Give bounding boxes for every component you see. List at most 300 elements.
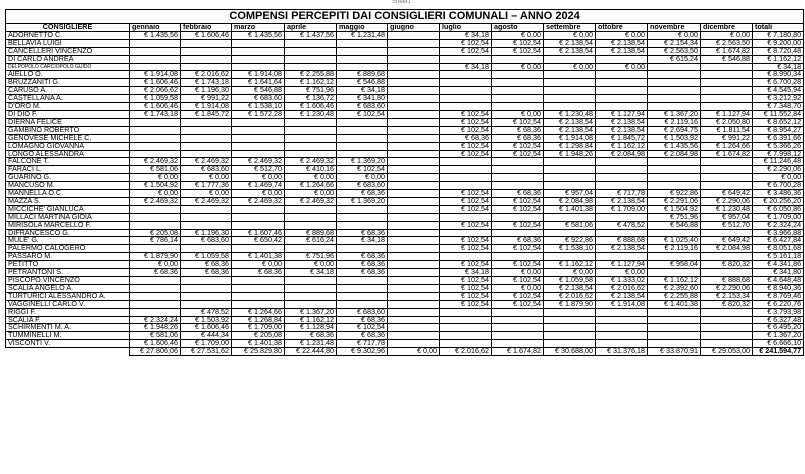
amount-cell <box>337 277 388 285</box>
amount-cell: € 683,60 <box>337 308 388 316</box>
amount-cell: € 0,00 <box>285 174 337 182</box>
amount-cell <box>701 63 753 71</box>
amount-cell <box>232 277 285 285</box>
row-total-cell: € 11.246,48 <box>753 158 804 166</box>
amount-cell <box>337 142 388 150</box>
table-row <box>6 47 804 55</box>
amount-cell: € 2.694,75 <box>648 126 701 134</box>
amount-cell <box>181 63 232 71</box>
amount-cell <box>596 158 648 166</box>
column-header-8: agosto <box>492 24 544 32</box>
amount-cell <box>232 134 285 142</box>
amount-cell: € 1.401,38 <box>232 340 285 348</box>
amount-cell: € 1.811,54 <box>701 126 753 134</box>
amount-cell: € 1.709,00 <box>596 205 648 213</box>
amount-cell: € 0,00 <box>701 31 753 39</box>
row-total-cell: € 34,18 <box>753 63 804 71</box>
amount-cell: € 2.138,54 <box>544 39 596 47</box>
table-row <box>6 324 804 332</box>
amount-cell <box>596 166 648 174</box>
amount-cell <box>701 79 753 87</box>
amount-cell <box>388 324 440 332</box>
month-total-cell: € 25.829,80 <box>232 348 285 356</box>
table-row <box>6 332 804 340</box>
amount-cell: € 478,52 <box>181 308 232 316</box>
amount-cell: € 1.948,26 <box>544 150 596 158</box>
councillor-name: MANNELLA O.C. <box>6 190 130 198</box>
amount-cell <box>648 166 701 174</box>
row-total-cell: € 5.366,26 <box>753 142 804 150</box>
amount-cell <box>440 182 492 190</box>
table-row <box>6 87 804 95</box>
row-total-cell: € 7.180,80 <box>753 31 804 39</box>
table-row <box>6 253 804 261</box>
table-row <box>6 150 804 158</box>
amount-cell <box>388 316 440 324</box>
amount-cell: € 650,42 <box>232 237 285 245</box>
amount-cell: € 1.333,02 <box>596 277 648 285</box>
amount-cell <box>181 221 232 229</box>
amount-cell <box>701 253 753 261</box>
amount-cell <box>648 340 701 348</box>
amount-cell: € 102,54 <box>440 261 492 269</box>
amount-cell <box>130 55 181 63</box>
column-header-13: totali <box>753 24 804 32</box>
amount-cell <box>388 182 440 190</box>
amount-cell: € 2.016,62 <box>181 71 232 79</box>
amount-cell <box>337 221 388 229</box>
amount-cell: € 2.119,16 <box>648 118 701 126</box>
amount-cell: € 512,70 <box>232 166 285 174</box>
row-total-cell: € 1.367,20 <box>753 332 804 340</box>
amount-cell <box>232 55 285 63</box>
amount-cell <box>130 134 181 142</box>
amount-cell <box>544 182 596 190</box>
row-total-cell: € 4.545,94 <box>753 87 804 95</box>
amount-cell <box>232 221 285 229</box>
amount-cell <box>388 110 440 118</box>
row-total-cell: € 6.220,76 <box>753 300 804 308</box>
amount-cell: € 1.606,46 <box>285 103 337 111</box>
amount-cell <box>337 205 388 213</box>
amount-cell <box>596 316 648 324</box>
amount-cell <box>388 158 440 166</box>
amount-cell: € 1.369,20 <box>337 197 388 205</box>
amount-cell: € 1.674,82 <box>701 150 753 158</box>
amount-cell: € 546,88 <box>648 221 701 229</box>
amount-cell <box>130 205 181 213</box>
amount-cell <box>544 166 596 174</box>
amount-cell: € 1.503,92 <box>648 134 701 142</box>
amount-cell <box>648 229 701 237</box>
amount-cell <box>544 87 596 95</box>
table-row <box>6 292 804 300</box>
amount-cell: € 922,86 <box>648 190 701 198</box>
row-total-cell: € 8.652,12 <box>753 118 804 126</box>
amount-cell <box>130 277 181 285</box>
column-header-6: giugno <box>388 24 440 32</box>
month-total-cell: € 29.053,00 <box>701 348 753 356</box>
councillor-name: MILLACI MARTINA GIOIA <box>6 213 130 221</box>
amount-cell: € 2.084,98 <box>648 150 701 158</box>
table-row <box>6 166 804 174</box>
amount-cell: € 1.914,08 <box>181 103 232 111</box>
amount-cell <box>285 142 337 150</box>
table-row <box>6 190 804 198</box>
amount-cell <box>388 277 440 285</box>
row-total-cell: € 8.954,27 <box>753 126 804 134</box>
amount-cell: € 1.059,58 <box>544 277 596 285</box>
amount-cell <box>337 55 388 63</box>
amount-cell <box>388 308 440 316</box>
amount-cell: € 1.435,56 <box>648 142 701 150</box>
amount-cell <box>337 47 388 55</box>
councillor-name: FARACI L. <box>6 166 130 174</box>
amount-cell: € 991,22 <box>181 95 232 103</box>
amount-cell: € 1.709,00 <box>232 324 285 332</box>
amount-cell <box>648 95 701 103</box>
amount-cell: € 1.264,66 <box>701 142 753 150</box>
amount-cell: € 889,68 <box>337 71 388 79</box>
table-row <box>6 245 804 253</box>
row-total-cell: € 6.427,84 <box>753 237 804 245</box>
amount-cell <box>130 245 181 253</box>
amount-cell <box>285 221 337 229</box>
row-total-cell: € 8.051,68 <box>753 245 804 253</box>
amount-cell <box>701 103 753 111</box>
amount-cell <box>492 340 544 348</box>
row-total-cell: € 6.050,86 <box>753 205 804 213</box>
row-total-cell: € 20.256,20 <box>753 197 804 205</box>
amount-cell <box>388 174 440 182</box>
row-total-cell: € 6.700,28 <box>753 182 804 190</box>
amount-cell <box>544 103 596 111</box>
amount-cell: € 68,36 <box>492 134 544 142</box>
column-header-11: novembre <box>648 24 701 32</box>
amount-cell: € 1.777,36 <box>181 182 232 190</box>
councillor-name: BELLAVIA LUIGI <box>6 39 130 47</box>
amount-cell: € 0,00 <box>596 63 648 71</box>
amount-cell: € 34,18 <box>337 87 388 95</box>
councillor-name: PASSARO M. <box>6 253 130 261</box>
amount-cell: € 512,70 <box>701 221 753 229</box>
amount-cell: € 0,00 <box>544 269 596 277</box>
amount-cell <box>337 284 388 292</box>
row-total-cell: € 6.327,48 <box>753 316 804 324</box>
amount-cell: € 1.127,94 <box>596 261 648 269</box>
table-row <box>6 79 804 87</box>
amount-cell: € 2.392,60 <box>648 284 701 292</box>
amount-cell <box>440 87 492 95</box>
table-row <box>6 182 804 190</box>
amount-cell: € 1.059,58 <box>130 95 181 103</box>
amount-cell <box>388 166 440 174</box>
amount-cell: € 2.138,54 <box>596 39 648 47</box>
amount-cell <box>285 55 337 63</box>
amount-cell: € 1.606,46 <box>130 79 181 87</box>
column-header-5: maggio <box>337 24 388 32</box>
grand-total-cell: € 241.594,77 <box>753 348 804 356</box>
amount-cell <box>492 158 544 166</box>
councillor-name: RIGGI F. <box>6 308 130 316</box>
row-total-cell: € 3.486,36 <box>753 190 804 198</box>
amount-cell <box>232 205 285 213</box>
councillor-name: MICCICHE' GIANLUCA <box>6 205 130 213</box>
amount-cell <box>232 150 285 158</box>
amount-cell: € 683,60 <box>337 103 388 111</box>
amount-cell: € 0,00 <box>232 261 285 269</box>
amount-cell <box>596 95 648 103</box>
amount-cell: € 102,54 <box>440 110 492 118</box>
amount-cell <box>388 150 440 158</box>
month-total-cell: € 2.016,62 <box>440 348 492 356</box>
amount-cell: € 581,06 <box>130 332 181 340</box>
amount-cell: € 102,54 <box>440 47 492 55</box>
amount-cell <box>701 316 753 324</box>
amount-cell: € 2.050,80 <box>701 118 753 126</box>
amount-cell <box>285 63 337 71</box>
amount-cell <box>388 340 440 348</box>
amount-cell <box>285 39 337 47</box>
amount-cell: € 683,60 <box>232 95 285 103</box>
councillor-name: SCHIRMENTI M. A. <box>6 324 130 332</box>
column-header-3: marzo <box>232 24 285 32</box>
councillor-name: D'ORO M. <box>6 103 130 111</box>
amount-cell <box>544 340 596 348</box>
amount-cell <box>388 229 440 237</box>
amount-cell <box>181 134 232 142</box>
amount-cell <box>701 269 753 277</box>
amount-cell <box>544 213 596 221</box>
amount-cell <box>440 229 492 237</box>
amount-cell <box>388 253 440 261</box>
amount-cell <box>337 63 388 71</box>
amount-cell <box>492 95 544 103</box>
amount-cell <box>181 292 232 300</box>
councillor-name: LOMAGNO GIOVANNA <box>6 142 130 150</box>
amount-cell <box>544 55 596 63</box>
amount-cell <box>596 174 648 182</box>
amount-cell <box>648 308 701 316</box>
amount-cell: € 0,00 <box>181 190 232 198</box>
amount-cell: € 2.154,34 <box>648 39 701 47</box>
amount-cell <box>337 39 388 47</box>
councillor-name: FALCONE T. <box>6 158 130 166</box>
amount-cell: € 102,54 <box>440 221 492 229</box>
amount-cell: € 102,54 <box>492 245 544 253</box>
amount-cell: € 102,54 <box>337 166 388 174</box>
amount-cell: € 205,08 <box>130 229 181 237</box>
amount-cell: € 0,00 <box>544 63 596 71</box>
amount-cell <box>337 134 388 142</box>
table-row <box>6 277 804 285</box>
amount-cell <box>130 47 181 55</box>
amount-cell <box>388 300 440 308</box>
councillor-name: PALERMO CALOGERO <box>6 245 130 253</box>
amount-cell <box>337 118 388 126</box>
amount-cell: € 786,14 <box>130 237 181 245</box>
amount-cell <box>388 142 440 150</box>
amount-cell: € 1.162,12 <box>596 142 648 150</box>
amount-cell <box>440 253 492 261</box>
amount-cell: € 717,78 <box>337 340 388 348</box>
table-row <box>6 95 804 103</box>
month-total-cell: € 1.674,82 <box>492 348 544 356</box>
row-total-cell: € 8.769,46 <box>753 292 804 300</box>
amount-cell <box>701 71 753 79</box>
amount-cell: € 1.641,64 <box>232 79 285 87</box>
amount-cell: € 102,54 <box>492 221 544 229</box>
amount-cell: € 991,22 <box>701 134 753 142</box>
amount-cell <box>440 174 492 182</box>
amount-cell <box>544 332 596 340</box>
amount-cell: € 102,54 <box>492 292 544 300</box>
amount-cell: € 102,54 <box>492 277 544 285</box>
amount-cell: € 102,54 <box>440 142 492 150</box>
amount-cell: € 34,18 <box>337 237 388 245</box>
amount-cell: € 102,54 <box>440 205 492 213</box>
amount-cell <box>232 300 285 308</box>
amount-cell: € 1.948,26 <box>130 324 181 332</box>
amount-cell <box>544 79 596 87</box>
amount-cell <box>285 245 337 253</box>
amount-cell <box>701 87 753 95</box>
amount-cell: € 102,54 <box>440 126 492 134</box>
amount-cell <box>285 277 337 285</box>
amount-cell <box>492 332 544 340</box>
amount-cell: € 1.914,08 <box>232 71 285 79</box>
amount-cell: € 1.162,12 <box>648 277 701 285</box>
amount-cell <box>701 158 753 166</box>
totals-row <box>6 348 804 356</box>
amount-cell <box>130 126 181 134</box>
amount-cell <box>596 324 648 332</box>
amount-cell <box>440 166 492 174</box>
amount-cell <box>388 134 440 142</box>
amount-cell: € 68,36 <box>181 269 232 277</box>
amount-cell <box>388 126 440 134</box>
amount-cell <box>388 237 440 245</box>
column-header-9: settembre <box>544 24 596 32</box>
amount-cell <box>181 142 232 150</box>
amount-cell <box>285 47 337 55</box>
amount-cell <box>130 221 181 229</box>
amount-cell <box>181 118 232 126</box>
amount-cell: € 1.401,38 <box>232 253 285 261</box>
amount-cell: € 102,54 <box>492 205 544 213</box>
amount-cell <box>388 213 440 221</box>
month-total-cell: € 31.376,18 <box>596 348 648 356</box>
amount-cell: € 1.606,46 <box>130 340 181 348</box>
table-row <box>6 197 804 205</box>
column-header-2: febbraio <box>181 24 232 32</box>
amount-cell: € 2.138,54 <box>544 284 596 292</box>
councillor-name: DIFRANCESCO G. <box>6 229 130 237</box>
amount-cell: € 1.230,48 <box>285 110 337 118</box>
amount-cell: € 68,36 <box>337 190 388 198</box>
table-row <box>6 134 804 142</box>
amount-cell: € 1.127,94 <box>596 110 648 118</box>
amount-cell: € 0,00 <box>648 31 701 39</box>
table-row <box>6 316 804 324</box>
table-row <box>6 174 804 182</box>
amount-cell <box>492 253 544 261</box>
councillor-name: VISCONTI V. <box>6 340 130 348</box>
amount-cell <box>337 213 388 221</box>
amount-cell: € 0,00 <box>492 63 544 71</box>
amount-cell: € 1.504,92 <box>130 182 181 190</box>
amount-cell: € 68,36 <box>337 316 388 324</box>
amount-cell: € 68,36 <box>337 269 388 277</box>
amount-cell: € 2.084,98 <box>544 197 596 205</box>
amount-cell: € 1.231,48 <box>285 340 337 348</box>
amount-cell: € 2.469,32 <box>232 158 285 166</box>
amount-cell <box>181 150 232 158</box>
amount-cell <box>388 118 440 126</box>
amount-cell: € 136,72 <box>285 95 337 103</box>
amount-cell: € 0,00 <box>596 269 648 277</box>
amount-cell <box>492 182 544 190</box>
amount-cell: € 1.538,10 <box>232 103 285 111</box>
amount-cell: € 2.138,54 <box>544 47 596 55</box>
amount-cell: € 1.435,56 <box>130 31 181 39</box>
amount-cell: € 0,00 <box>285 261 337 269</box>
amount-cell: € 2.469,32 <box>181 197 232 205</box>
amount-cell: € 102,54 <box>492 47 544 55</box>
totals-label-cell <box>6 348 130 356</box>
table-row <box>6 142 804 150</box>
amount-cell: € 1.127,94 <box>701 110 753 118</box>
amount-cell <box>285 134 337 142</box>
amount-cell: € 102,54 <box>440 300 492 308</box>
amount-cell: € 102,54 <box>440 118 492 126</box>
amount-cell <box>544 158 596 166</box>
amount-cell <box>544 71 596 79</box>
amount-cell: € 1.298,84 <box>544 142 596 150</box>
amount-cell: € 1.607,46 <box>232 229 285 237</box>
amount-cell <box>181 284 232 292</box>
amount-cell: € 1.845,72 <box>181 110 232 118</box>
amount-cell <box>388 245 440 253</box>
amount-cell: € 0,00 <box>130 261 181 269</box>
amount-cell: € 102,54 <box>440 190 492 198</box>
amount-cell: € 102,54 <box>440 197 492 205</box>
amount-cell <box>440 95 492 103</box>
amount-cell <box>388 63 440 71</box>
amount-cell: € 1.572,28 <box>232 110 285 118</box>
amount-cell: € 102,54 <box>440 284 492 292</box>
amount-cell <box>648 324 701 332</box>
amount-cell <box>232 47 285 55</box>
amount-cell <box>388 79 440 87</box>
amount-cell: € 34,18 <box>440 269 492 277</box>
table-row <box>6 237 804 245</box>
amount-cell: € 1.503,92 <box>181 316 232 324</box>
councillor-name: DI CARLO ANDREA <box>6 55 130 63</box>
amount-cell <box>492 324 544 332</box>
amount-cell: € 889,68 <box>285 229 337 237</box>
amount-cell <box>648 269 701 277</box>
row-total-cell: € 7.348,70 <box>753 103 804 111</box>
amount-cell: € 546,88 <box>701 55 753 63</box>
amount-cell: € 2.469,32 <box>232 197 285 205</box>
amount-cell: € 444,34 <box>181 332 232 340</box>
amount-cell <box>492 174 544 182</box>
amount-cell <box>596 182 648 190</box>
amount-cell: € 2.290,06 <box>701 197 753 205</box>
amount-cell: € 102,54 <box>440 39 492 47</box>
table-row <box>6 300 804 308</box>
